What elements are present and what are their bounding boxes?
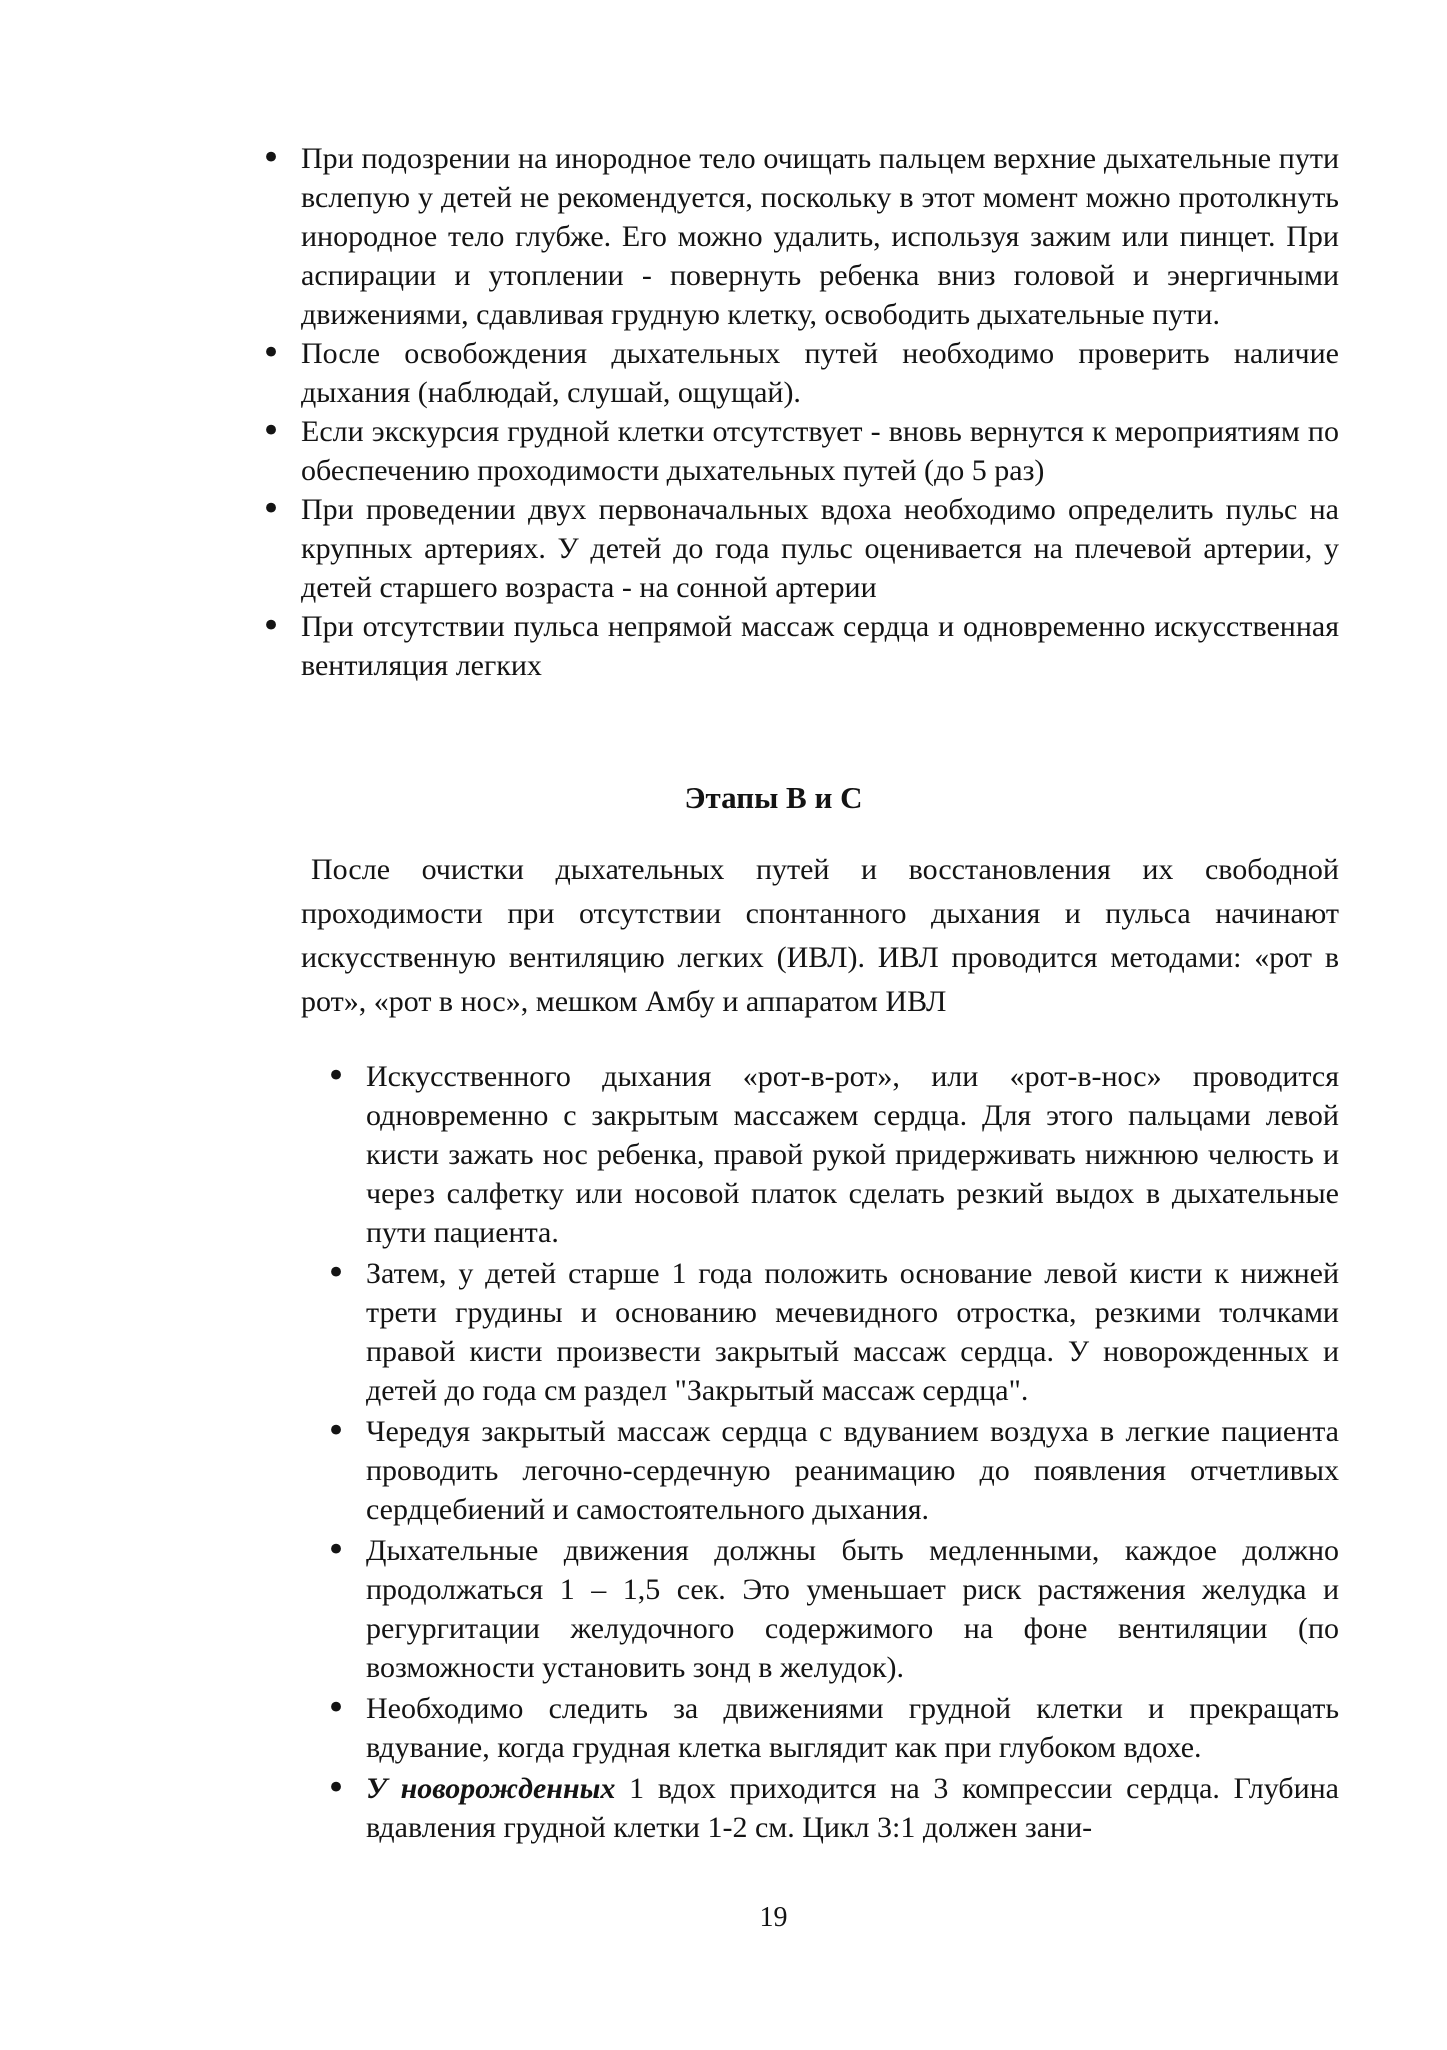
emphasis-text: У новорожденных: [366, 1772, 616, 1805]
page-number: 19: [759, 1902, 788, 1933]
list-item: • Если экскурсия грудной клетки отсутствует - вновь вернутся к мероприятиям по обеспечению проходимости дыхательных путей (до 5 раз): [301, 412, 1339, 490]
list-item: • Дыхательные движения должны быть медленными, каждое должно продолжаться 1 – 1,5 сек. Это уменьшает риск растяжения желудка и регургитации желудочного содержимого на фоне вентиляции (по возможности установить зонд в желудок).: [366, 1531, 1339, 1687]
list-item: • Искусственного дыхания «рот-в-рот», или «рот-в-нос» проводится одновременно с закрытым массажем сердца. Для этого пальцами левой кисти зажать нос ребенка, правой рукой придерживать нижнюю челюсть и через салфетку или носовой платок сделать резкий выдох в дыхательные пути пациента.: [366, 1057, 1339, 1252]
bullet-list-ventilation: [366, 1057, 1339, 1849]
list-item: [366, 1769, 1339, 1847]
list-item: • При проведении двух первоначальных вдоха необходимо определить пульс на крупных артериях. У детей до года пульс оценивается на плечевой артерии, у детей старшего возраста - на сонной артерии: [301, 490, 1339, 607]
list-item: • При подозрении на инородное тело очищать пальцем верхние дыхательные пути вслепую у детей не рекомендуется, поскольку в этот момент можно протолкнуть инородное тело глубже. Его можно удалить, используя зажим или пинцет. При аспирации и утоплении - повернуть ребенка вниз головой и энергичными движениями, сдавливая грудную клетку, освободить дыхательные пути.: [301, 139, 1339, 334]
list-item: • Необходимо следить за движениями грудной клетки и прекращать вдувание, когда грудная клетка выглядит как при глубоком вдохе.: [366, 1689, 1339, 1767]
intro-paragraph: После очистки дыхательных путей и восстановления их свободной проходимости при отсутствии спонтанного дыхания и пульса начинают искусственную вентиляцию легких (ИВЛ). ИВЛ проводится методами: «рот в рот», «рот в нос», мешком Амбу и аппаратом ИВЛ: [301, 853, 1339, 1018]
bullet-list-airway: [301, 139, 1339, 685]
section-heading: Этапы В и С: [684, 780, 863, 815]
list-item: • После освобождения дыхательных путей необходимо проверить наличие дыхания (наблюдай, слушай, ощущай).: [301, 334, 1339, 412]
list-item-text: 1 вдох приходится на 3 компрессии сердца. Глубина вдавления грудной клетки 1-2 см. Цикл 3:1 должен зани-: [366, 1772, 1339, 1844]
list-item: • При отсутствии пульса непрямой массаж сердца и одновременно искусственная вентиляция легких: [301, 607, 1339, 685]
list-item: • Чередуя закрытый массаж сердца с вдуванием воздуха в легкие пациента проводить легочно-сердечную реанимацию до появления отчетливых сердцебиений и самостоятельного дыхания.: [366, 1412, 1339, 1529]
list-item: • Затем, у детей старше 1 года положить основание левой кисти к нижней трети грудины и основанию мечевидного отростка, резкими толчками правой кисти произвести закрытый массаж сердца. У новорожденных и детей до года см раздел "Закрытый массаж сердца".: [366, 1254, 1339, 1410]
